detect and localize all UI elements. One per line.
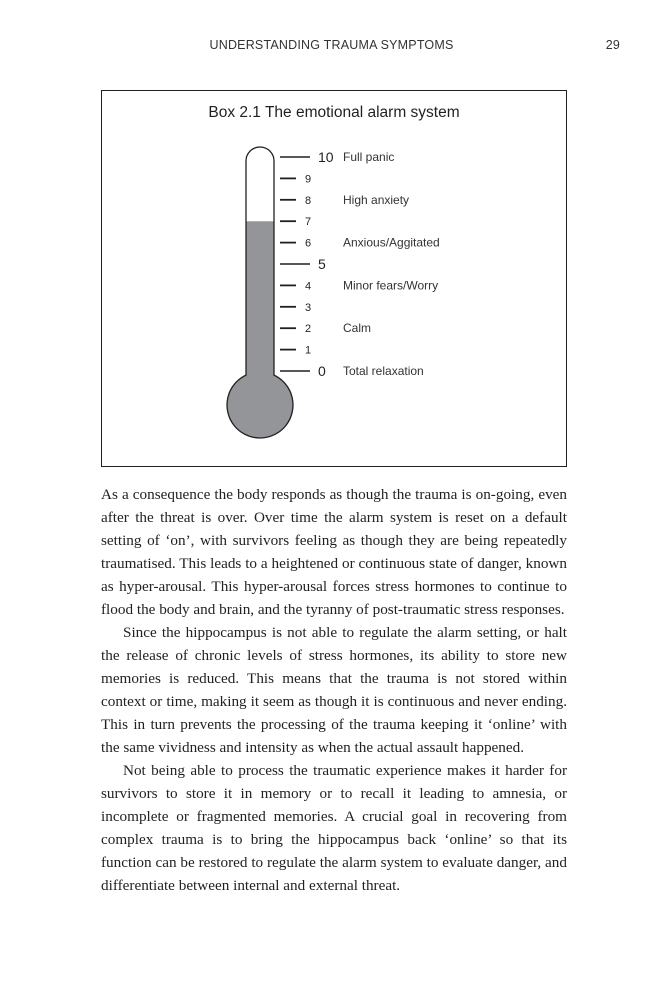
thermometer-diagram [102,91,568,468]
tick-label-2: 2 [305,323,312,336]
level-label-4: Minor fears/Worry [343,278,439,293]
level-label-0: Total relaxation [343,364,424,378]
box-title: Box 2.1 The emotional alarm system [208,104,460,121]
tick-label-4: 4 [305,280,312,293]
tick-label-1: 1 [305,344,312,357]
emotional-alarm-box [101,90,567,467]
level-label-10: Full panic [343,150,395,164]
thermometer-body [227,147,293,438]
tick-label-3: 3 [305,301,312,314]
level-label-8: High anxiety [343,192,410,207]
running-head [0,38,663,58]
page-number: 29 [605,38,620,52]
tick-label-9: 9 [305,173,312,186]
thermometer-fill [227,221,293,438]
thermometer-scale [280,149,334,379]
body-text [101,483,567,897]
level-label-6: Anxious/Aggitated [343,235,440,250]
running-title: UNDERSTANDING TRAUMA SYMPTOMS [209,38,454,52]
paragraph-3: Not being able to process the traumatic experience makes it harder for survivors to store it in memory or to recall it leading to amnesia, or incomplete or fragmented memories. A crucial goal in recovering from complex trauma is to bring the hippocampus back ‘online’ so that its function can be restored to regulate the alarm system to evaluate danger, and differentiate between internal and external threat. [101,762,567,894]
tick-label-5: 5 [318,256,326,272]
tick-label-7: 7 [305,216,312,229]
thermometer-labels [343,150,440,378]
tick-label-0: 0 [318,363,326,379]
tick-label-10: 10 [318,149,334,165]
tick-label-6: 6 [305,237,312,250]
paragraph-2: Since the hippocampus is not able to regulate the alarm setting, or halt the release of chronic levels of stress hormones, its ability to store new memories is reduced. This means that the trauma is not stored within context or time, making it seem as though it is continuous and never ending. This in turn prevents the processing of the trauma keeping it ‘online’ with the same vividness and intensity as when the actual assault happened. [101,624,567,756]
level-label-2: Calm [343,321,372,336]
tick-label-8: 8 [305,194,312,207]
paragraph-1: As a consequence the body responds as though the trauma is on-going, even after the threat is over. Over time the alarm system is reset on a default setting of ‘on’, with survivors feeling as though they are being repeatedly traumatised. This leads to a heightened or continuous state of danger, known as hyper-arousal. This hyper-arousal forces stress hormones to continue to flood the body and brain, and the tyranny of post-traumatic stress responses. [101,486,567,618]
